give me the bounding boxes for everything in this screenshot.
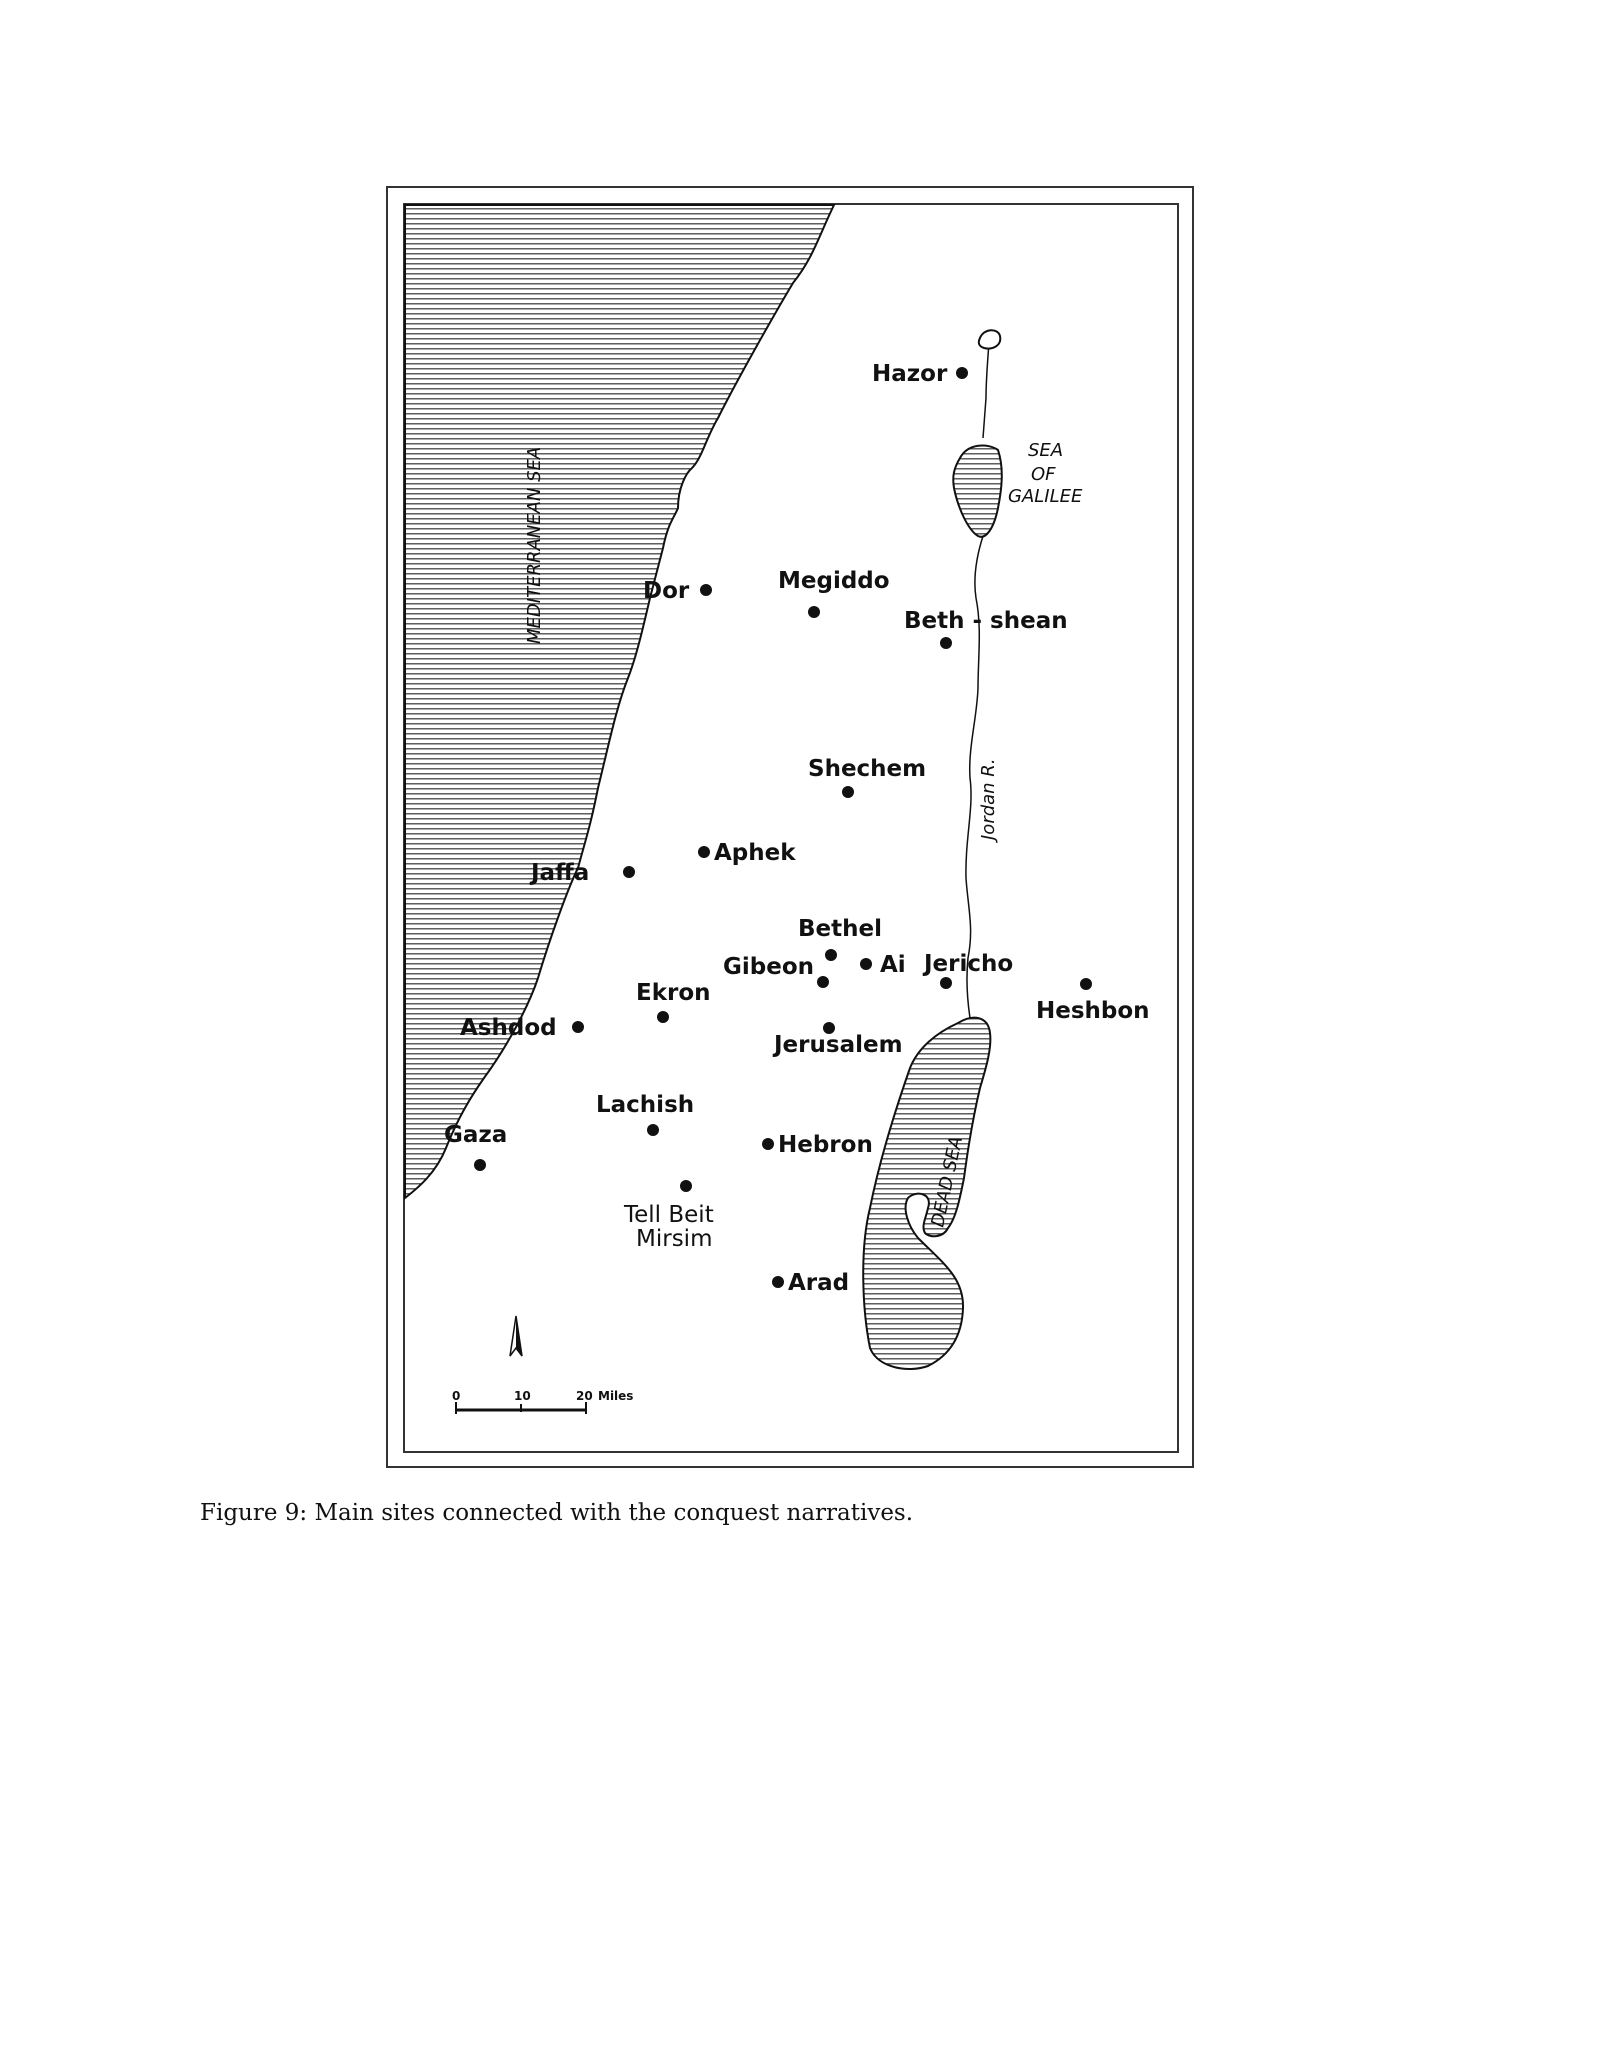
site-arad[interactable]	[772, 1270, 849, 1296]
galilee-label-3: GALILEE	[1008, 486, 1083, 507]
site-dot	[772, 1276, 784, 1288]
site-label: Gaza	[444, 1122, 508, 1148]
site-tell-beit-mirsim[interactable]	[623, 1180, 714, 1252]
figure-frame	[386, 186, 1194, 1468]
site-label: Shechem	[808, 756, 927, 782]
site-label: Ashdod	[460, 1015, 557, 1041]
site-dot	[698, 846, 710, 858]
figure-caption: Figure 9: Main sites connected with the conquest narratives.	[200, 1500, 914, 1526]
site-label: Ai	[880, 952, 906, 978]
hula-lake	[979, 330, 1000, 348]
site-gaza[interactable]	[444, 1122, 507, 1171]
mediterranean-sea-label: MEDITERRANEAN SEA	[524, 446, 545, 644]
site-dot	[680, 1180, 692, 1192]
scale-tick-20: 20	[576, 1389, 593, 1403]
north-arrow-icon	[510, 1316, 522, 1356]
site-jaffa[interactable]	[529, 860, 635, 886]
scale-unit: Miles	[598, 1389, 634, 1403]
site-dot	[842, 786, 854, 798]
site-dot	[808, 606, 820, 618]
site-label: Lachish	[596, 1092, 695, 1118]
site-shechem[interactable]	[808, 756, 926, 798]
site-label: Heshbon	[1036, 998, 1150, 1024]
sea-of-galilee	[953, 445, 1002, 536]
dead-sea	[863, 1018, 990, 1369]
site-label: Gibeon	[723, 954, 815, 980]
galilee-label-1: SEA	[1028, 440, 1064, 461]
site-dot	[825, 949, 837, 961]
jordan-river	[966, 341, 989, 1018]
site-label: Hebron	[778, 1132, 873, 1158]
site-ekron[interactable]	[636, 980, 711, 1023]
site-jerusalem[interactable]	[772, 1022, 903, 1058]
site-dot	[940, 977, 952, 989]
site-label: Tell Beit	[624, 1202, 714, 1228]
site-label: Megiddo	[778, 568, 890, 594]
site-label: Arad	[788, 1270, 850, 1296]
site-megiddo[interactable]	[778, 568, 890, 618]
site-ai[interactable]	[860, 952, 906, 978]
site-dot	[474, 1159, 486, 1171]
site-label: Ekron	[636, 980, 711, 1006]
site-ashdod[interactable]	[460, 1015, 584, 1041]
site-label: Beth - shean	[904, 608, 1068, 634]
site-dot	[623, 866, 635, 878]
mediterranean-sea	[405, 205, 834, 1198]
site-label: Bethel	[798, 916, 882, 942]
site-dot	[762, 1138, 774, 1150]
site-lachish[interactable]	[596, 1092, 694, 1136]
site-hebron[interactable]	[762, 1132, 873, 1158]
site-dot	[940, 637, 952, 649]
scale-bar	[452, 1389, 633, 1414]
site-beth-shean[interactable]	[904, 608, 1068, 649]
site-label-line2: Mirsim	[636, 1226, 713, 1252]
site-dot	[860, 958, 872, 970]
dead-sea-label: DEAD SEA	[927, 1134, 968, 1230]
site-label: Jerusalem	[774, 1032, 903, 1058]
site-dot	[817, 976, 829, 988]
site-gibeon[interactable]	[723, 954, 829, 988]
site-label: Jericho	[924, 951, 1014, 977]
map	[388, 188, 1192, 1466]
site-hazor[interactable]	[872, 361, 968, 387]
site-heshbon[interactable]	[1036, 978, 1150, 1024]
site-label: Hazor	[872, 361, 948, 387]
scale-tick-10: 10	[514, 1389, 531, 1403]
site-aphek[interactable]	[698, 840, 796, 866]
site-dor[interactable]	[643, 578, 712, 604]
galilee-label-2: OF	[1031, 464, 1056, 485]
site-label: Aphek	[714, 840, 796, 866]
jordan-river-label: Jordan R.	[978, 758, 999, 840]
site-dot	[572, 1021, 584, 1033]
site-dot	[700, 584, 712, 596]
site-dot	[1080, 978, 1092, 990]
site-dot	[657, 1011, 669, 1023]
site-dot	[956, 367, 968, 379]
site-label: Jaffa	[531, 860, 590, 886]
site-dot	[647, 1124, 659, 1136]
site-label: Dor	[643, 578, 690, 604]
scale-tick-0: 0	[452, 1389, 461, 1403]
